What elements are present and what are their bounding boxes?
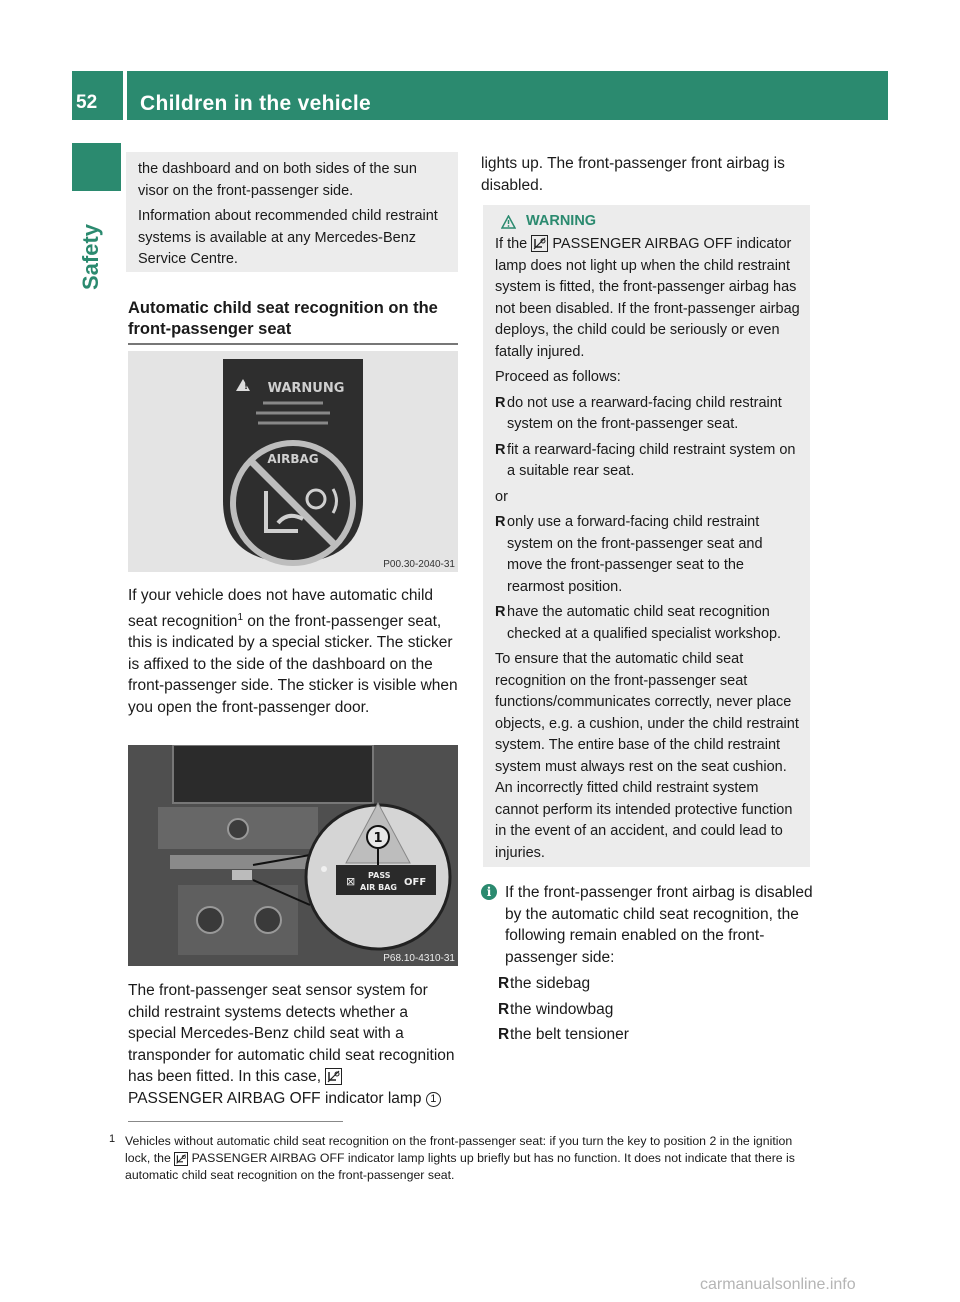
list-item: R fit a rearward-facing child restraint system on a suitable rear seat. — [495, 441, 796, 479]
dashboard-image — [128, 745, 458, 966]
footnote: 1 Vehicles without automatic child seat recognition on the front-passenger seat: if you turn the key to position 2 in the ignition lock, the PASSENGER AIRBAG OFF indicator lamp lights up briefly but has no function. It does not indicate that there is automatic child seat recognition on the front-passenger seat. — [109, 1133, 795, 1182]
info-box-continued — [126, 152, 458, 272]
section-marker — [72, 143, 121, 191]
paragraph-lights-up: lights up. The front-passenger front airbag is disabled. — [481, 155, 785, 194]
warning-closing: To ensure that the automatic child seat recognition on the front-passenger seat functions/communicates correctly, never place objects, e.g. a cushion, under the child restraint system. The entire base of the child restraint system must always rest on the seat cushion. An incorrectly fitted child restraint system cannot perform its intended protective function in the event of an accident, and could lead to injuries. — [495, 651, 799, 861]
footnote-rule — [128, 1121, 343, 1122]
sticker-illustration — [128, 351, 458, 572]
warning-triangle-icon — [501, 215, 516, 229]
svg-text:⊠: ⊠ — [346, 875, 356, 888]
sticker-heading: WARNUNG — [267, 381, 345, 396]
off-label: OFF — [404, 877, 427, 888]
warning-proceed: Proceed as follows: — [495, 369, 621, 385]
list-item: R do not use a rearward-facing child restraint system on the front-passenger seat. — [495, 394, 782, 432]
info-box-text-1: the dashboard and on both sides of the sun visor on the front-passenger side. — [138, 161, 417, 199]
list-item: R the belt tensioner — [498, 1026, 629, 1043]
pass-label: PASS — [368, 871, 391, 880]
warning-title: WARNING — [526, 213, 597, 229]
paragraph-sticker: If your vehicle does not have automatic child seat recognition$^1$ on the front-passenger seat, this is indicated by a special sticker. The sticker is affixed to the side of the dashboard on the front-passenger side. The sticker is visible when you open the front-passenger door. — [128, 587, 458, 716]
footnote-ref: 1 — [237, 611, 243, 623]
footnote-mark: 1 — [109, 1133, 116, 1145]
warning-heading — [501, 211, 800, 232]
warning-text: If the PASSENGER AIRBAG OFF indicator lamp does not light up when the child restraint system is fitted, the front-passenger airbag has not been disabled. If the front-passenger airbag deploys, the child could be seriously or even fatally injured. — [495, 236, 800, 360]
airbag-label: AIR BAG — [360, 883, 397, 892]
warning-or: or — [495, 488, 508, 505]
page-number: 52 — [76, 92, 98, 113]
heading-rule — [128, 343, 458, 345]
callout-number: 1 — [373, 831, 383, 846]
image-code: P00.30-2040-31 — [383, 559, 455, 570]
callout-1-icon: 1 — [426, 1092, 441, 1107]
passenger-airbag-off-icon — [325, 1068, 342, 1085]
sticker-airbag-label: AIRBAG — [267, 452, 319, 466]
watermark: carmanualsonline.info — [700, 1276, 856, 1293]
page-title: Children in the vehicle — [140, 92, 371, 115]
list-item: R the windowbag — [498, 1000, 614, 1018]
sticker-image — [128, 351, 458, 572]
list-item: R the sidebag — [498, 975, 591, 992]
dashboard-illustration — [128, 745, 458, 966]
section-heading: Automatic child seat recognition on the front-passenger seat — [128, 299, 438, 338]
info-note — [481, 882, 813, 1050]
info-text: If the front-passenger front airbag is disabled by the automatic child seat recognition, the following remain enabled on the front-passenger side: — [505, 884, 813, 966]
paragraph-sensor: The front-passenger seat sensor system for child restraint systems detects whether a special Mercedes-Benz child seat with a transponder for automatic child seat recognition has been fitted. In this case, PASSENGER AIRBAG OFF indicator lamp 1 — [128, 982, 455, 1107]
image-code: P68.10-4310-31 — [383, 953, 455, 964]
info-icon: i — [481, 884, 497, 900]
list-item: R only use a forward-facing child restraint system on the front-passenger seat and move the front-passenger seat to the rearmost position. — [495, 514, 763, 595]
section-label: Safety — [78, 223, 103, 290]
passenger-airbag-off-icon — [174, 1152, 188, 1166]
warning-box — [483, 205, 810, 867]
svg-text:!: ! — [243, 382, 249, 392]
info-box-text-2: Information about recommended child restraint systems is available at any Mercedes-Benz Service Centre. — [138, 208, 438, 267]
header-separator — [123, 71, 127, 120]
passenger-airbag-off-icon — [531, 235, 548, 252]
list-item: R have the automatic child seat recognition checked at a qualified specialist workshop. — [495, 604, 782, 642]
